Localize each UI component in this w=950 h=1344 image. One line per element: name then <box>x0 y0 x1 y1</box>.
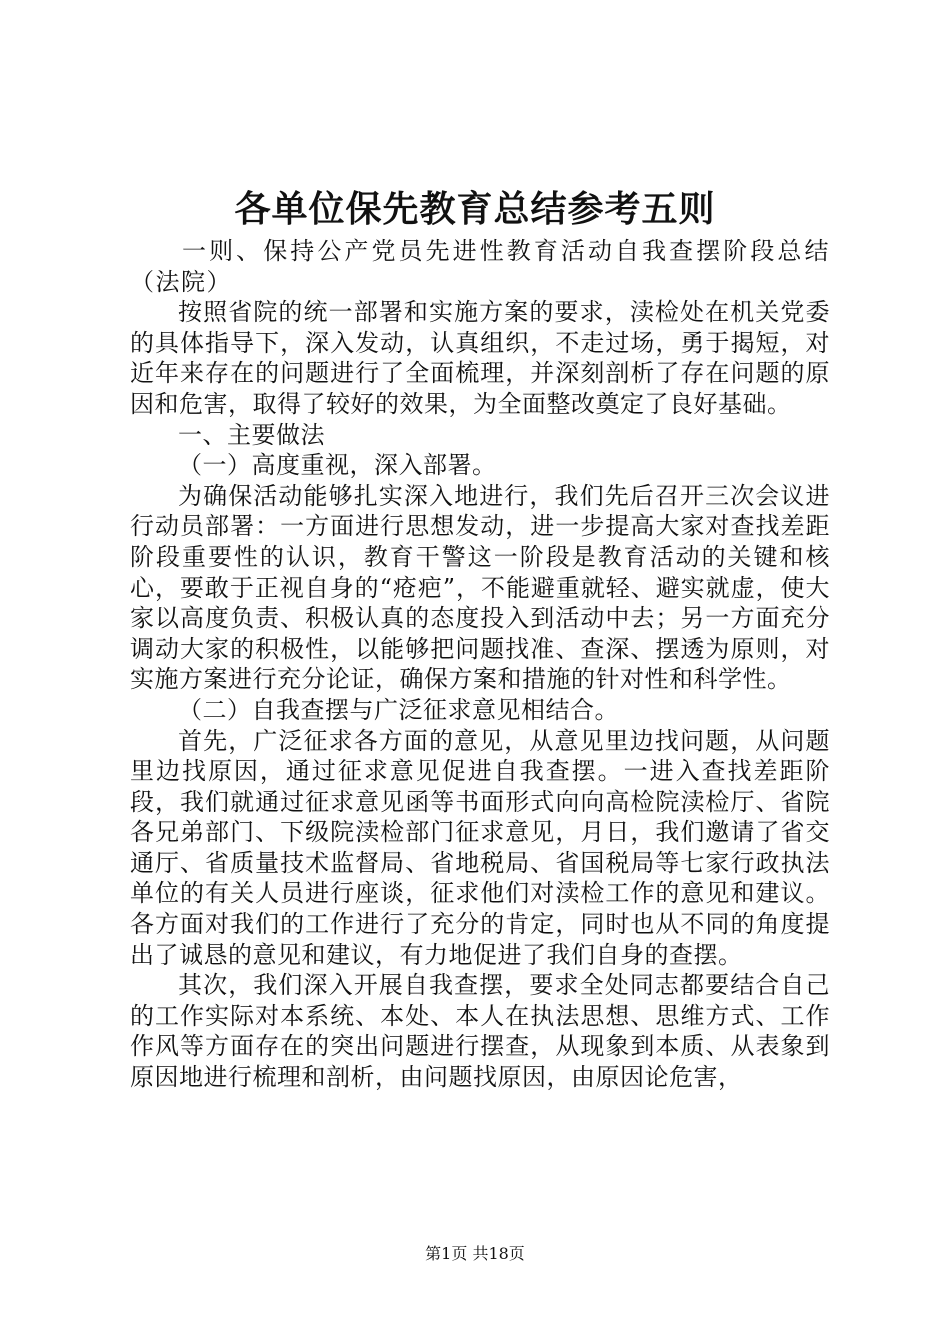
subheading-1: （一）高度重视，深入部署。 <box>178 451 497 480</box>
subheading-2: （二）自我查摆与广泛征求意见相结合。 <box>178 695 619 724</box>
paragraph-section-heading: 一则、保持公产党员先进性教育活动自我查摆阶段总结（法院） <box>130 237 830 296</box>
paragraph: 为确保活动能够扎实深入地进行，我们先后召开三次会议进行动员部署：一方面进行思想发动，进一步提高大家对查找差距阶段重要性的认识，教育干警这一阶段是教育活动的关键和核心，要敢于正视自身的“疮疤”，不能避重就轻、避实就虚，使大家以高度负责、积极认真的态度投入到活动中去；另一方面充分调动大家的积极性，以能够把问题找准、查深、摆透为原则，对实施方案进行充分论证，确保方案和措施的针对性和科学性。 <box>130 481 830 694</box>
heading-main-methods: 一、主要做法 <box>178 420 325 449</box>
paragraph: 按照省院的统一部署和实施方案的要求，渎检处在机关党委的具体指导下，深入发动，认真组织，不走过场，勇于揭短，对近年来存在的问题进行了全面梳理，并深刻剖析了存在问题的原因和危害，取得了较好的效果，为全面整改奠定了良好基础。 <box>130 298 830 418</box>
page-footer: 第1页 共18页 <box>425 1244 525 1263</box>
document-title: 各单位保先教育总结参考五则 <box>234 188 716 230</box>
paragraph: 其次，我们深入开展自我查摆，要求全处同志都要结合自己的工作实际对本系统、本处、本人在执法思想、思维方式、工作作风等方面存在的突出问题进行摆查，从现象到本质、从表象到原因地进行梳理和剖析，由问题找原因，由原因论危害， <box>130 971 830 1092</box>
document-body <box>130 236 830 1093</box>
paragraph: 首先，广泛征求各方面的意见，从意见里边找问题，从问题里边找原因，通过征求意见促进自我查摆。一进入查找差距阶段，我们就通过征求意见函等书面形式向向高检院渎检厅、省院各兄弟部门、下级院渎检部门征求意见，月日，我们邀请了省交通厅、省质量技术监督局、省地税局、省国税局等七家行政执法单位的有关人员进行座谈，征求他们对渎检工作的意见和建议。各方面对我们的工作进行了充分的肯定，同时也从不同的角度提出了诚恳的意见和建议，有力地促进了我们自身的查摆。 <box>130 726 830 969</box>
